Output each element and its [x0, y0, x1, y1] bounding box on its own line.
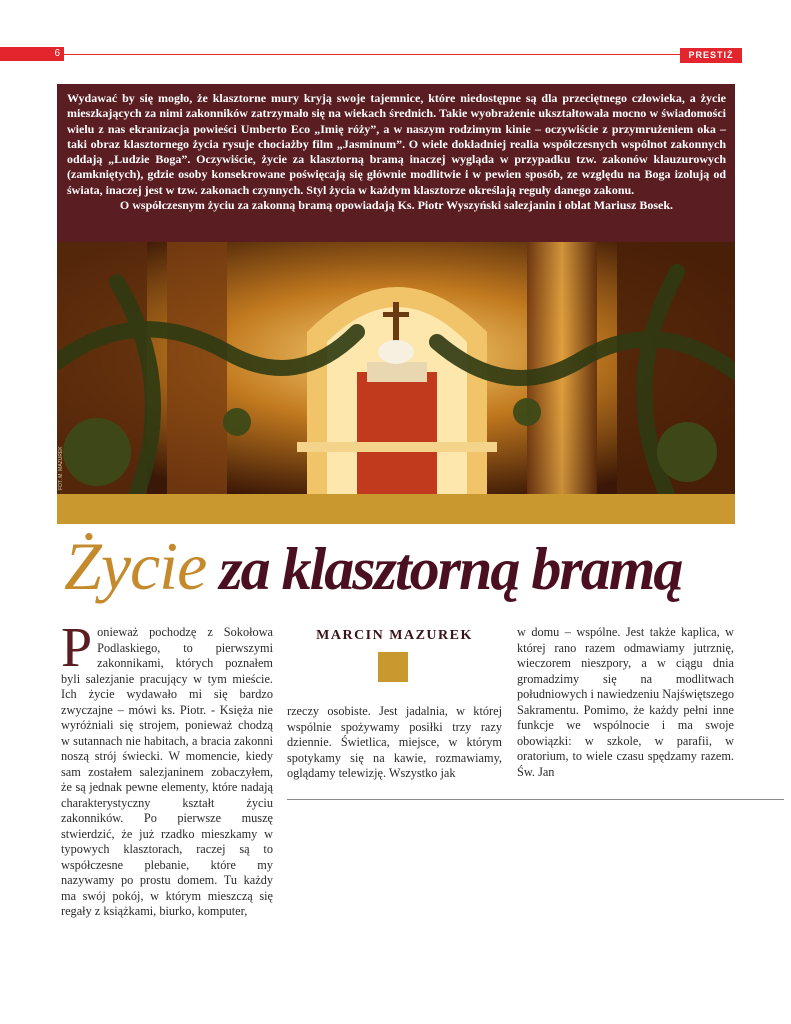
photo-credit: FOT. M. MAZUREK — [58, 446, 64, 490]
intro-text: Wydawać by się mogło, że klasztorne mury kryją swoje tajemnice, które niedostępne są dla przeciętnego człowieka, a życie mieszkających za nimi zakonników zatrzymało się na wiekach średnich. Takie wyobrażenie ukształtowała mocno w świadomości wielu z nas ekranizacja powieści Umberto Eco „Imię róży”, a w naszym rodzimym kinie – oczywiście z przymrużeniem oka – taki obraz klasztornego życia rysuje chociażby film „Jasminum”. O wiele dokładniej realia współczesnych wspólnot zakonnych oddają „Ludzie Boga”. Oczywiście, życie za klasztorną bramą inaczej wygląda w przypadku tzw. zakonów klauzurowych (zamkniętych), gdzie osoby konsekrowane poświęcają się głównie modlitwie i w pewien sposób, ze względu na Boga izolują od świata, inaczej jest w tzw. zakonach czynnych. Styl życia w każdym klasztorze określają reguły danego zakonu. — [67, 91, 726, 197]
article-column-1 — [61, 617, 273, 920]
page-number: 6 — [54, 48, 60, 59]
intro-box — [57, 84, 735, 242]
author-ornament — [378, 652, 408, 682]
headline-part-1: Życie — [64, 528, 207, 604]
gold-band — [57, 494, 735, 524]
headline-part-2: za klasztorną bramą — [206, 536, 682, 602]
article-column-3: w domu – wspólne. Jest także kaplica, w której rano razem odmawiamy jutrznię, wieczorem nieszpory, a w ciągu dnia gromadzimy się na modlitwach południowych i nawiedzeniu Najświętszego Sakramentu. Pomimo, że każdy pełni inne funkcje we wspólnocie i ma swoje obowiązki: w szkole, w parafii, w oratorium, to wiele czasu spędzamy razem. Św. Jan — [517, 625, 734, 779]
chapel-photo — [57, 242, 735, 494]
column-rule — [287, 799, 784, 800]
header-rule — [64, 54, 741, 55]
article-headline — [64, 527, 764, 609]
dropcap: P — [61, 617, 93, 679]
intro-last-line: O współczesnym życiu za zakonną bramą opowiadają Ks. Piotr Wyszyński salezjanin i oblat Mariusz Bosek. — [119, 198, 674, 213]
page-number-bar — [0, 47, 64, 61]
article-column-2: rzeczy osobiste. Jest jadalnia, w której wspólnie spożywamy posiłki trzy razy dziennie. Świetlica, miejsce, w którym spotykamy się na kawie, rozmawiamy, oglądamy telewizję. Wszystko jak — [287, 704, 502, 780]
column-1-text: onieważ pochodzę z Sokołowa Podlaskiego, to pierwszymi zakonnikami, których poznałem byli salezjanie pracujący w tym mieście. Ich życie wydawało mi się bardzo zwyczajne – mówi ks. Piotr. - Księża nie wyróżniali się strojem, ponieważ chodzą w sutannach nie habitach, a bracia zakonni noszą strój świecki. W momencie, kiedy sam zostałem salezjaninem zobaczyłem, że są jednak pewne elementy, które nadają charakterystyczny kształt życiu zakonników. Po pierwsze muszę stwierdzić, że już rzadko mieszkamy w typowych klasztorach, raczej są to współczesne plebanie, które my nazywamy po prostu domem. Tu każdy ma swój pokój, w którym mieszczą się regały z książkami, biurko, komputer, — [61, 625, 273, 918]
author-byline: MARCIN MAZUREK — [316, 628, 473, 643]
brand-logo: PRESTIŻ — [680, 48, 742, 63]
